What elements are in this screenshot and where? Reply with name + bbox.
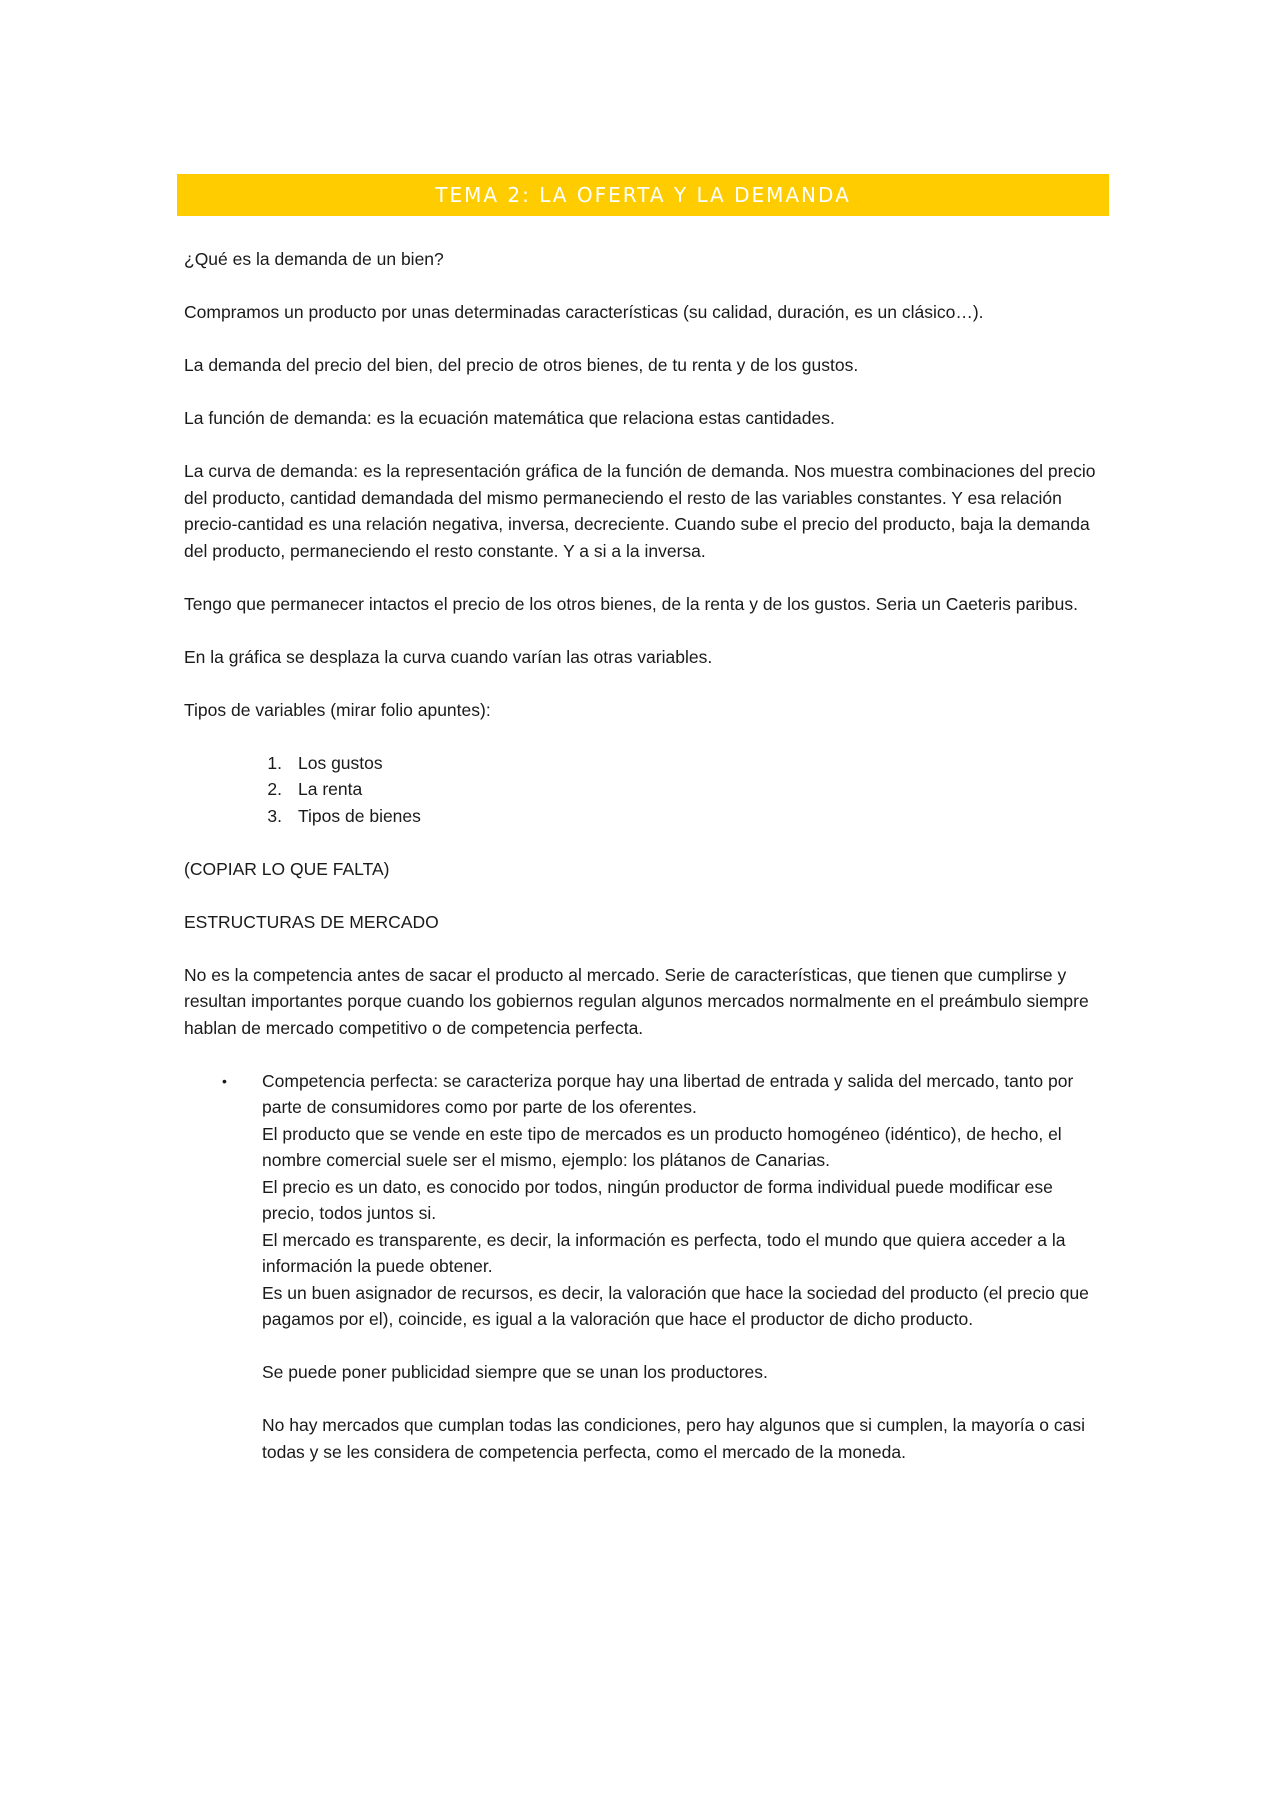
paragraph: (COPIAR LO QUE FALTA) <box>184 858 390 879</box>
list-number: 3. <box>267 805 282 826</box>
bullet-text: El mercado es transparente, es decir, la información es perfecta, todo el mundo que quiera acceder a la información la puede obtener. <box>262 1229 1066 1276</box>
title-bar <box>177 174 1109 216</box>
bullet-text: Competencia perfecta: se caracteriza porque hay una libertad de entrada y salida del mercado, tanto por parte de consumidores como por parte de los oferentes. <box>262 1070 1074 1117</box>
paragraph: La función de demanda: es la ecuación matemática que relaciona estas cantidades. <box>184 408 835 428</box>
paragraph: La demanda del precio del bien, del precio de otros bienes, de tu renta y de los gustos. <box>184 355 859 375</box>
list-number: 2. <box>267 779 282 799</box>
paragraph: Tipos de variables (mirar folio apuntes): <box>184 699 491 720</box>
bullet-icon: • <box>222 1072 227 1089</box>
bullet-text: Es un buen asignador de recursos, es decir, la valoración que hace la sociedad del producto (el precio que pagamos por el), coincide, es igual a la valoración que hace el productor de dicho producto. <box>262 1282 1089 1329</box>
document-body <box>184 246 1104 1465</box>
page-title: TEMA 2: LA OFERTA Y LA DEMANDA <box>435 183 851 207</box>
market-structures-bullet-list <box>184 1068 1104 1466</box>
paragraph: La curva de demanda: es la representación gráfica de la función de demanda. Nos muestra combinaciones del precio del producto, cantidad demandada del mismo permaneciendo el resto de las variables constantes. Y esa relación precio-cantidad es una relación negativa, inversa, decreciente. Cuando sube el precio del producto, baja la demanda del producto, permaneciendo el resto constante. Y a si a la inversa. <box>184 461 1096 561</box>
bullet-text: El precio es un dato, es conocido por todos, ningún productor de forma individual puede modificar ese precio, todos juntos si. <box>262 1176 1053 1223</box>
list-item-text: Los gustos <box>298 752 383 773</box>
list-item <box>184 803 1104 830</box>
list-item-text: Tipos de bienes <box>298 805 421 826</box>
section-heading: ESTRUCTURAS DE MERCADO <box>184 911 439 932</box>
paragraph: Tengo que permanecer intactos el precio de los otros bienes, de la renta y de los gustos. Seria un Caeteris paribus. <box>184 593 1078 614</box>
list-item <box>184 776 1104 803</box>
paragraph: No es la competencia antes de sacar el producto al mercado. Serie de características, que tienen que cumplirse y resultan importantes porque cuando los gobiernos regulan algunos mercados normalmente en el preámbulo siempre hablan de mercado competitivo o de competencia perfecta. <box>184 964 1089 1038</box>
paragraph: ¿Qué es la demanda de un bien? <box>184 249 444 269</box>
bullet-text: Se puede poner publicidad siempre que se unan los productores. <box>262 1362 768 1382</box>
list-item-text: La renta <box>298 779 363 799</box>
variables-numbered-list <box>184 750 1104 830</box>
paragraph: Compramos un producto por unas determinadas características (su calidad, duración, es un clásico…). <box>184 302 984 322</box>
list-item <box>184 1068 1104 1466</box>
bullet-text: No hay mercados que cumplan todas las condiciones, pero hay algunos que si cumplen, la mayoría o casi todas y se les considera de competencia perfecta, como el mercado de la moneda. <box>262 1415 1085 1462</box>
list-number: 1. <box>267 752 282 773</box>
bullet-text: El producto que se vende en este tipo de mercados es un producto homogéneo (idéntico), de hecho, el nombre comercial suele ser el mismo, ejemplo: los plátanos de Canarias. <box>262 1123 1062 1170</box>
paragraph: En la gráfica se desplaza la curva cuando varían las otras variables. <box>184 646 713 667</box>
list-item <box>184 750 1104 777</box>
